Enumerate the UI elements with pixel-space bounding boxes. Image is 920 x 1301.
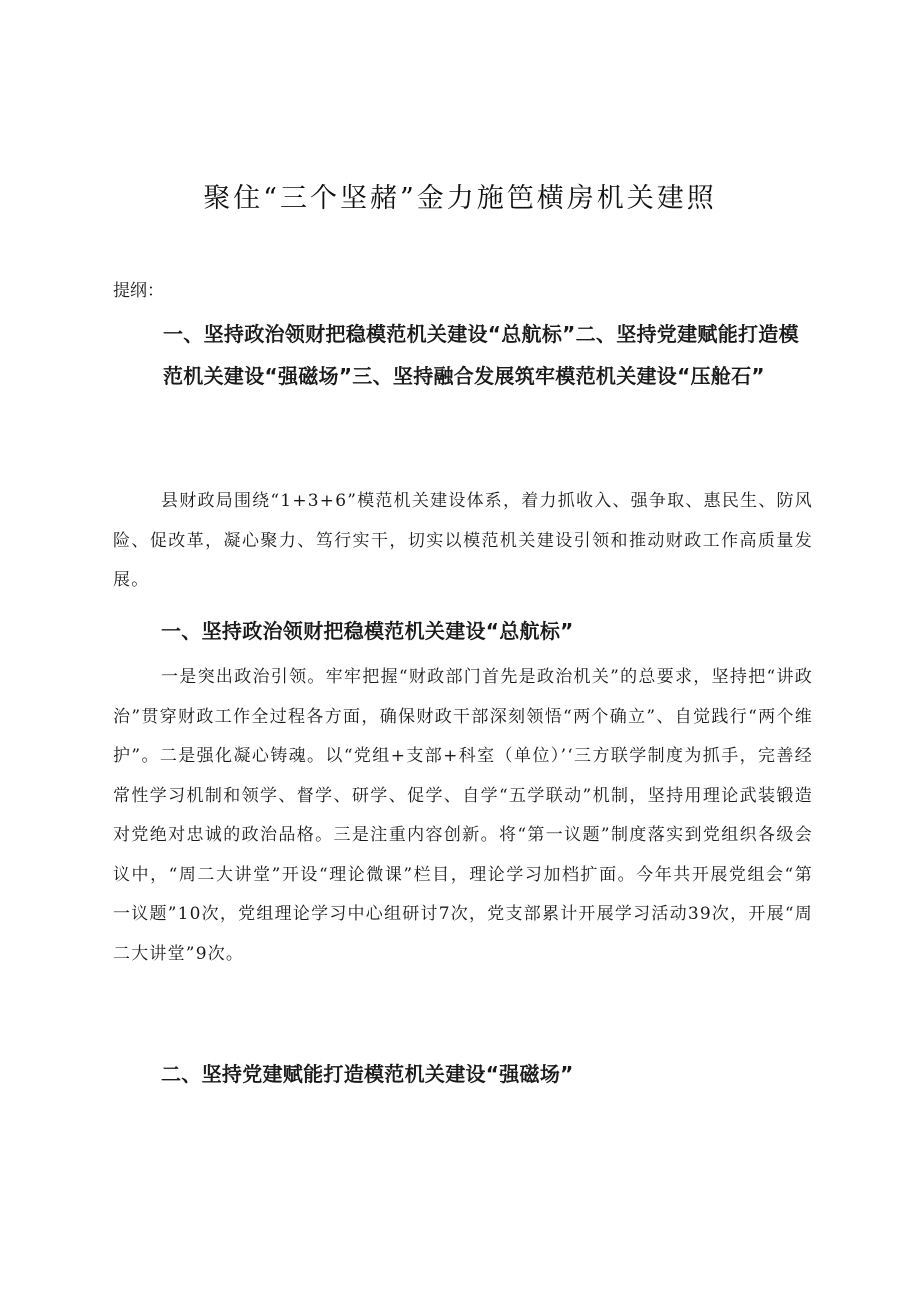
intro-paragraph: 县财政局围绕“1+3+6”模范机关建设体系，着力抓收入、强争取、惠民生、防风险、促改革，凝心聚力、笃行实干，切实以模范机关建设引领和推动财政工作高质量发展。: [113, 491, 813, 590]
outline-text: 一、坚持政治领财把稳模范机关建设“总航标”二、坚持党建赋能打造模范机关建设“强磁场”三、坚持融合发展筑牢模范机关建设“压舱石”: [163, 322, 799, 388]
outline-label: 提纲：: [113, 281, 164, 301]
document-title: 聚住“三个坚赭”金力施笆横房机关建照: [203, 183, 717, 214]
section-2-heading: 二、坚持党建赋能打造模范机关建设“强磁场”: [161, 1062, 574, 1086]
section-1-paragraph: 一是突出政治引领。牢牢把握“财政部门首先是政治机关”的总要求，坚持把“讲政治”贯穿财政工作全过程各方面，确保财政干部深刻领悟“两个确立”、自觉践行“两个维护”。二是强化凝心铸魂。以“党组+支部+科室（单位）’‘三方联学制度为抓手，完善经常性学习机制和领学、督学、研学、促学、自学“五学联动”机制，坚持用理论武装锻造对党绝对忠诚的政治品格。三是注重内容创新。将“第一议题”制度落实到党组织各级会议中，“周二大讲堂”开设“理论微课”栏目，理论学习加档扩面。今年共开展党组会“第一议题”10次，党组理论学习中心组研讨7次，党支部累计开展学习活动39次，开展“周二大讲堂”9次。: [113, 667, 813, 964]
section-1-heading: 一、坚持政治领财把稳模范机关建设“总航标”: [161, 619, 574, 643]
